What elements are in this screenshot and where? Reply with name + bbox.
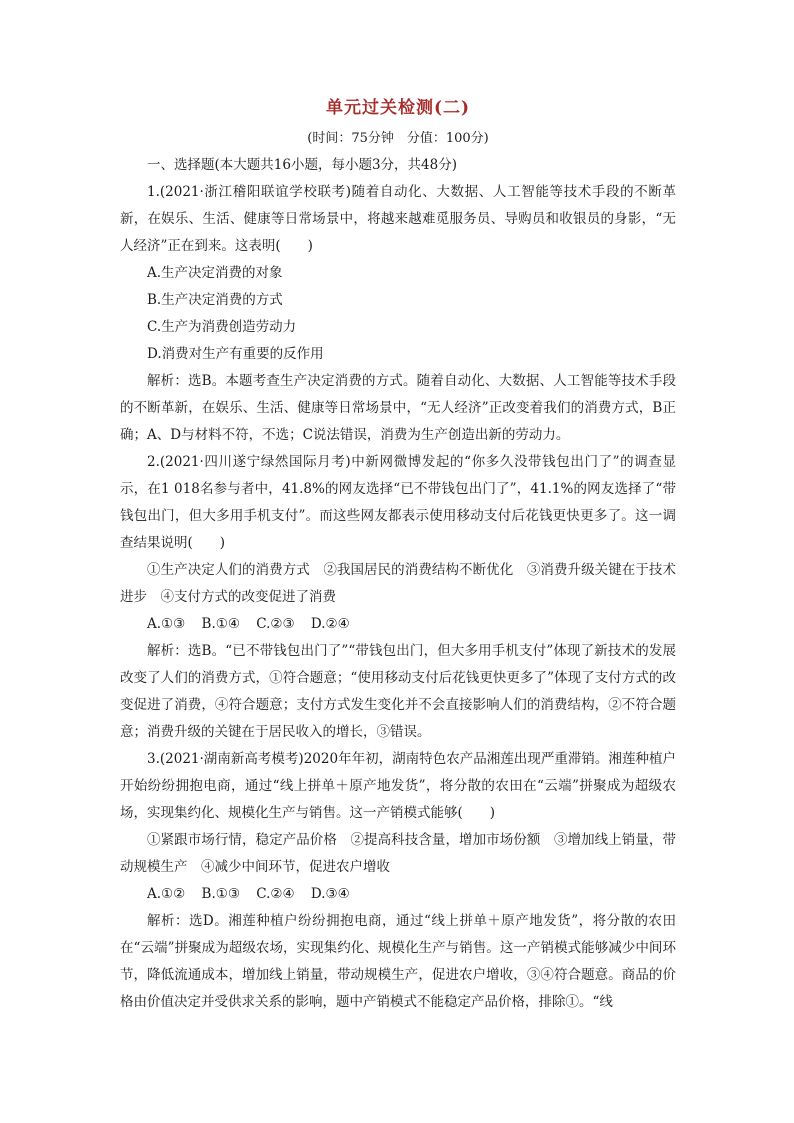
question-3 bbox=[120, 746, 676, 1016]
section-heading: 一、选择题(本大题共16小题，每小题3分，共48分) bbox=[147, 157, 457, 173]
question-analysis: 解析：选B。“已不带钱包出门了”“带钱包出门，但大多用手机支付”体现了新技术的发展改变了人们的消费方式，①符合题意；“使用移动支付后花钱更快更多了”体现了支付方式的改变促进了消费，④符合题意；支付方式发生变化并不会直接影响人们的消费结构，②不符合题意；消费升级的关键在于居民收入的增长，③错误。 bbox=[120, 643, 676, 740]
option-b: B.生产决定消费的方式 bbox=[147, 292, 283, 308]
answer-choices bbox=[120, 881, 676, 908]
choice-c: C.②④ bbox=[256, 886, 295, 902]
question-2 bbox=[120, 449, 676, 746]
question-analysis: 解析：选D。湘莲种植户纷纷拥抱电商，通过“线上拼单＋原产地发货”，将分散的农田在“云端”拼聚成为超级农场，实现集约化、规模化生产与销售。这一产销模式能够减少中间环节，降低流通成本，增加线上销量，带动规模生产，促进农户增收，③④符合题意。商品的价格由价值决定并受供求关系的影响，题中产销模式不能稳定产品价格，排除①。“线 bbox=[120, 913, 676, 1010]
question-items: ①生产决定人们的消费方式 ②我国居民的消费结构不断优化 ③消费升级关键在于技术进步 ④支付方式的改变促进了消费 bbox=[120, 562, 676, 605]
option-d: D.消费对生产有重要的反作用 bbox=[147, 346, 324, 362]
document-content bbox=[120, 96, 676, 1016]
choice-b: B.①④ bbox=[201, 616, 240, 632]
question-1 bbox=[120, 179, 676, 449]
choice-d: D.③④ bbox=[310, 886, 350, 902]
document-title: 单元过关检测(二) bbox=[325, 98, 471, 118]
choice-b: B.①③ bbox=[201, 886, 240, 902]
question-stem: 3.(2021·湖南新高考模考)2020年年初，湖南特色农产品湘莲出现严重滞销。湘莲种植户开始纷纷拥抱电商，通过“线上拼单＋原产地发货”，将分散的农田在“云端”拼聚成为超级农场，实现集约化、规模化生产与销售。这一产销模式能够( ) bbox=[120, 751, 676, 821]
option-a: A.生产决定消费的对象 bbox=[147, 265, 283, 281]
choice-d: D.②④ bbox=[310, 616, 350, 632]
answer-choices bbox=[120, 611, 676, 638]
option-c: C.生产为消费创造劳动力 bbox=[147, 319, 297, 335]
choice-c: C.②③ bbox=[256, 616, 295, 632]
choice-a: A.①③ bbox=[147, 616, 186, 632]
question-analysis: 解析：选B。本题考查生产决定消费的方式。随着自动化、大数据、人工智能等技术手段的不断革新，在娱乐、生活、健康等日常场景中，“无人经济”正改变着我们的消费方式，B正确；A、D与材料不符，不选；C说法错误，消费为生产创造出新的劳动力。 bbox=[120, 373, 676, 443]
document-meta: (时间：75分钟 分值：100分) bbox=[307, 131, 489, 146]
question-stem: 1.(2021·浙江稽阳联谊学校联考)随着自动化、大数据、人工智能等技术手段的不断革新，在娱乐、生活、健康等日常场景中，将越来越难觅服务员、导购员和收银员的身影，“无人经济”正在到来。这表明( ) bbox=[120, 184, 676, 254]
question-stem: 2.(2021·四川遂宁绿然国际月考)中新网微博发起的“你多久没带钱包出门了”的调查显示，在1 018名参与者中，41.8%的网友选择“已不带钱包出门了”，41.1%的网友选择了“带钱包出门，但大多用手机支付”。而这些网友都表示使用移动支付后花钱更快更多了。这一调查结果说明( ) bbox=[120, 454, 676, 551]
question-items: ①紧跟市场行情，稳定产品价格 ②提高科技含量，增加市场份额 ③增加线上销量，带动规模生产 ④减少中间环节，促进农户增收 bbox=[120, 832, 676, 875]
choice-a: A.①② bbox=[147, 886, 186, 902]
